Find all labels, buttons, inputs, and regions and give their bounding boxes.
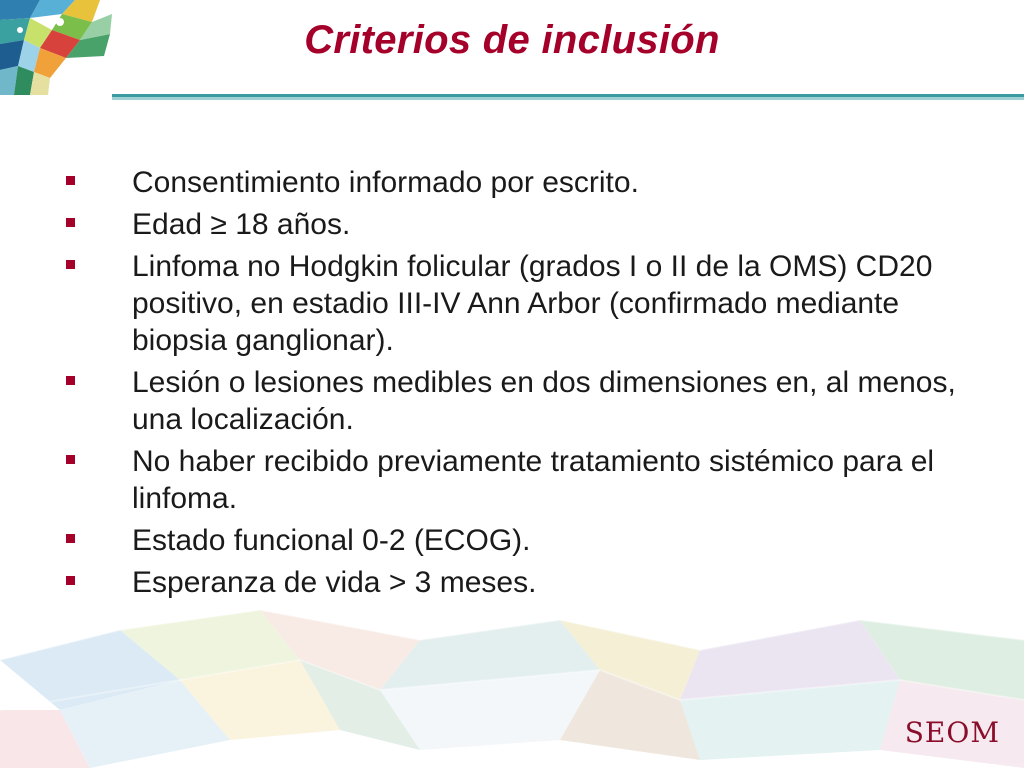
square-bullet-icon — [66, 218, 75, 227]
list-item-text: Esperanza de vida > 3 meses. — [132, 566, 537, 599]
list-item-text: Lesión o lesiones medibles en dos dimensiones en, al menos, una localización. — [132, 366, 956, 436]
square-bullet-icon — [66, 455, 75, 464]
square-bullet-icon — [66, 176, 75, 185]
list-item — [62, 164, 982, 201]
list-item — [62, 364, 982, 438]
list-item-text: Estado funcional 0-2 (ECOG). — [132, 524, 531, 557]
list-item — [62, 248, 982, 359]
list-item — [62, 443, 982, 517]
inclusion-criteria-list — [62, 164, 982, 606]
square-bullet-icon — [66, 534, 75, 543]
list-item — [62, 522, 982, 559]
square-bullet-icon — [66, 576, 75, 585]
square-bullet-icon — [66, 376, 75, 385]
page-title: Criterios de inclusión — [304, 18, 720, 62]
list-item — [62, 564, 982, 601]
mosaic-background-band — [0, 600, 1024, 768]
list-item-text: Linfoma no Hodgkin folicular (grados I o II de la OMS) CD20 positivo, en estadio III-IV Ann Arbor (confirmado mediante biopsia ganglionar). — [132, 250, 933, 357]
list-item-text: Edad ≥ 18 años. — [132, 208, 351, 241]
list-item — [62, 206, 982, 243]
brand-logo-text: SEOM — [904, 716, 1000, 749]
title-divider — [112, 94, 1024, 100]
square-bullet-icon — [66, 260, 75, 269]
list-item-text: No haber recibido previamente tratamiento sistémico para el linfoma. — [132, 445, 935, 515]
list-item-text: Consentimiento informado por escrito. — [132, 166, 639, 199]
